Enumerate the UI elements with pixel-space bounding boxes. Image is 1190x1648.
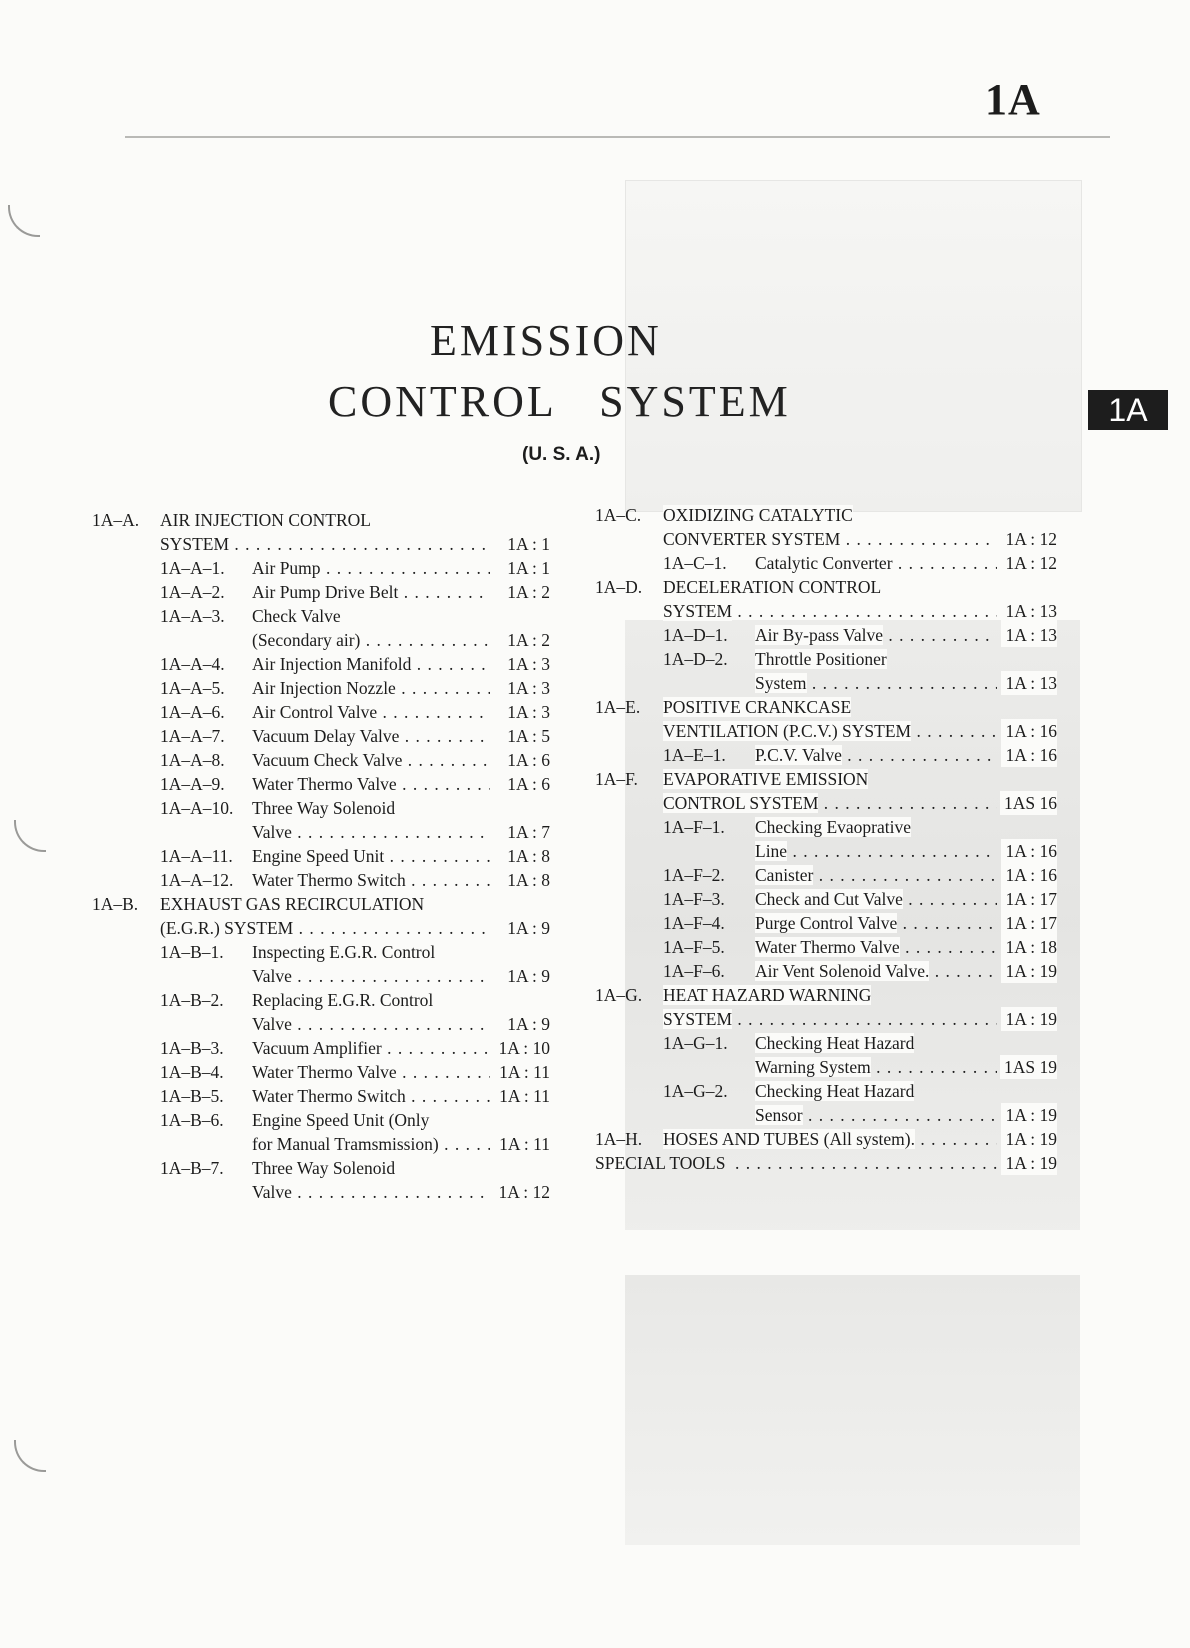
- toc-entry-label-text: Water Thermo Valve: [252, 774, 397, 794]
- toc-entry-label: [160, 532, 490, 556]
- toc-entry-code: 1A–A–3.: [160, 606, 225, 626]
- toc-entry-label: [252, 796, 550, 820]
- toc-entry-page: 1A : 9: [503, 964, 550, 988]
- toc-entry-label: [755, 1031, 1057, 1055]
- toc-entry-label-text: Canister: [755, 865, 814, 885]
- toc-entry-label-text: Water Thermo Switch: [252, 870, 406, 890]
- toc-entry-label-text: SYSTEM: [663, 1009, 733, 1029]
- toc-entry-label-text: Air Control Valve: [252, 702, 378, 722]
- toc-entry-page: 1AS 19: [1000, 1055, 1057, 1079]
- toc-entry-code: 1A–H.: [595, 1129, 643, 1149]
- toc-row[interactable]: [595, 959, 1057, 983]
- toc-entry-label: [252, 700, 490, 724]
- toc-entry-label: [252, 748, 490, 772]
- page-title-line-2: CONTROL SYSTEM: [328, 377, 791, 426]
- toc-leader-dots: [735, 1151, 997, 1175]
- toc-entry-label: [755, 551, 997, 575]
- toc-entry-label-text: Inspecting E.G.R. Control: [252, 942, 436, 962]
- page-title-line-1: EMISSION: [430, 316, 662, 365]
- toc-entry-page: 1A : 18: [1001, 935, 1057, 959]
- toc-entry-code: 1A–A–11.: [160, 846, 233, 866]
- toc-entry-code: 1A–G–1.: [663, 1033, 728, 1053]
- toc-row[interactable]: [595, 575, 1057, 599]
- toc-entry-code: 1A–A–2.: [160, 582, 225, 602]
- toc-entry-code: 1A–B–3.: [160, 1038, 224, 1058]
- toc-entry-label-text: CONTROL SYSTEM: [663, 793, 819, 813]
- toc-entry-label: [663, 1007, 997, 1031]
- toc-entry-code: 1A–B–2.: [160, 990, 224, 1010]
- toc-entry-page: 1AS 16: [1000, 791, 1057, 815]
- toc-entry-code: 1A–F–6.: [663, 961, 725, 981]
- toc-entry-page: 1A : 8: [503, 868, 550, 892]
- toc-entry-label-text: Valve: [252, 822, 292, 842]
- toc-entry-code: 1A–F–4.: [663, 913, 725, 933]
- toc-entry-code: 1A–B.: [92, 894, 139, 914]
- toc-entry-label-text: OXIDIZING CATALYTIC: [663, 505, 853, 525]
- toc-entry-label-text: Engine Speed Unit: [252, 846, 385, 866]
- toc-entry-label: [252, 1180, 490, 1204]
- toc-entry-label-text: Air Injection Manifold: [252, 654, 412, 674]
- toc-entry-page: 1A : 19: [1001, 1127, 1057, 1151]
- toc-entry-code: 1A–F–5.: [663, 937, 725, 957]
- toc-entry-page: 1A : 17: [1001, 887, 1057, 911]
- toc-entry-page: 1A : 10: [494, 1036, 550, 1060]
- toc-row[interactable]: [92, 772, 550, 796]
- toc-row[interactable]: [92, 988, 550, 1012]
- toc-entry-label: [663, 983, 1057, 1007]
- toc-entry-label-text: Valve: [252, 966, 292, 986]
- toc-row[interactable]: [595, 1079, 1057, 1103]
- toc-entry-code: 1A–A–10.: [160, 798, 234, 818]
- toc-entry-label-text: Air Injection Nozzle: [252, 678, 396, 698]
- toc-entry-label: [663, 527, 997, 551]
- toc-entry-label: [252, 868, 490, 892]
- toc-entry-label: [252, 604, 550, 628]
- toc-entry-label-text: Air Vent Solenoid Valve.: [755, 961, 930, 981]
- toc-row[interactable]: [92, 700, 550, 724]
- toc-row[interactable]: [92, 940, 550, 964]
- toc-entry-label: [755, 863, 997, 887]
- toc-entry-label: [755, 959, 997, 983]
- toc-entry-page: 1A : 13: [1001, 623, 1057, 647]
- toc-entry-label: [755, 647, 1057, 671]
- toc-entry-code: 1A–A–4.: [160, 654, 225, 674]
- toc-entry-label: [252, 1156, 550, 1180]
- toc-entry-page: 1A : 6: [503, 772, 550, 796]
- toc-entry-label-text: Water Thermo Switch: [252, 1086, 406, 1106]
- toc-entry-label: [160, 508, 550, 532]
- toc-entry-label: [663, 695, 1057, 719]
- toc-entry-label: [252, 820, 490, 844]
- toc-row[interactable]: [595, 839, 1057, 863]
- toc-row[interactable]: [92, 508, 550, 532]
- toc-entry-label-text: Line: [755, 841, 788, 861]
- toc-row[interactable]: [595, 527, 1057, 551]
- toc-entry-code: 1A–G–2.: [663, 1081, 728, 1101]
- toc-entry-label-text: Water Thermo Valve: [252, 1062, 397, 1082]
- toc-entry-page: 1A : 19: [1001, 959, 1057, 983]
- section-number: 1A: [985, 75, 1041, 124]
- toc-entry-label-text: Warning System: [755, 1057, 871, 1077]
- show-through-photo: [625, 1275, 1080, 1545]
- toc-entry-label: [755, 1079, 1057, 1103]
- toc-entry-label: [252, 1036, 490, 1060]
- toc-row[interactable]: [595, 551, 1057, 575]
- toc-entry-page: 1A : 17: [1001, 911, 1057, 935]
- toc-row[interactable]: [595, 623, 1057, 647]
- toc-row[interactable]: [595, 599, 1057, 623]
- toc-entry-page: 1A : 2: [503, 628, 550, 652]
- toc-entry-page: 1A : 13: [1001, 671, 1057, 695]
- toc-row[interactable]: [92, 1060, 550, 1084]
- toc-entry-label-text: Purge Control Valve: [755, 913, 898, 933]
- toc-entry-page: 1A : 3: [503, 676, 550, 700]
- toc-entry-label: [755, 623, 997, 647]
- toc-entry-label: [160, 892, 550, 916]
- toc-row[interactable]: [92, 820, 550, 844]
- toc-row[interactable]: [595, 671, 1057, 695]
- toc-entry-label-text: Three Way Solenoid: [252, 1158, 396, 1178]
- toc-row[interactable]: [595, 743, 1057, 767]
- toc-entry-page: 1A : 19: [1001, 1151, 1057, 1175]
- toc-entry-code: 1A–F–1.: [663, 817, 725, 837]
- toc-entry-page: 1A : 12: [1001, 527, 1057, 551]
- toc-entry-code: 1A–D–1.: [663, 625, 728, 645]
- toc-entry-label-text: SYSTEM: [663, 601, 733, 621]
- toc-entry-code: 1A–B–1.: [160, 942, 224, 962]
- toc-entry-label-text: SYSTEM: [160, 534, 230, 554]
- toc-row[interactable]: [595, 1103, 1057, 1127]
- toc-entry-label: [252, 940, 550, 964]
- toc-entry-page: 1A : 5: [503, 724, 550, 748]
- toc-entry-code: 1A–E.: [595, 697, 641, 717]
- header-rule: [125, 136, 1110, 138]
- toc-entry-page: 1A : 19: [1001, 1007, 1057, 1031]
- toc-entry-label-text: Air Pump Drive Belt: [252, 582, 399, 602]
- toc-row[interactable]: [595, 911, 1057, 935]
- toc-entry-code: 1A–A–9.: [160, 774, 225, 794]
- toc-entry-page: 1A : 12: [494, 1180, 550, 1204]
- toc-entry-page: 1A : 9: [503, 1012, 550, 1036]
- toc-right-column: [595, 503, 1057, 1175]
- toc-entry-code: 1A–F–3.: [663, 889, 725, 909]
- toc-entry-label: [252, 1012, 490, 1036]
- toc-entry-label: [252, 580, 490, 604]
- toc-row[interactable]: [595, 815, 1057, 839]
- toc-row[interactable]: [92, 748, 550, 772]
- toc-entry-code: 1A–B–5.: [160, 1086, 224, 1106]
- toc-entry-label: [160, 916, 490, 940]
- toc-row[interactable]: [595, 983, 1057, 1007]
- show-through-figure: [625, 180, 1082, 512]
- toc-entry-label: [755, 743, 997, 767]
- toc-entry-label-text: Checking Heat Hazard: [755, 1081, 915, 1101]
- toc-entry-code: 1A–C.: [595, 505, 642, 525]
- toc-row[interactable]: [92, 796, 550, 820]
- toc-entry-code: 1A–A–8.: [160, 750, 225, 770]
- toc-row[interactable]: [92, 1036, 550, 1060]
- toc-entry-label: [755, 911, 997, 935]
- toc-entry-label-text: Engine Speed Unit (Only: [252, 1110, 430, 1130]
- toc-row[interactable]: [92, 1084, 550, 1108]
- toc-row[interactable]: [92, 844, 550, 868]
- toc-entry-code: 1A–A–5.: [160, 678, 225, 698]
- toc-entry-page: 1A : 7: [503, 820, 550, 844]
- toc-entry-page: 1A : 11: [495, 1084, 550, 1108]
- toc-entry-page: 1A : 6: [503, 748, 550, 772]
- toc-row[interactable]: [92, 532, 550, 556]
- toc-entry-label-text: Check and Cut Valve: [755, 889, 903, 909]
- toc-entry-label: [663, 791, 997, 815]
- toc-entry-label: [252, 676, 490, 700]
- toc-entry-code: 1A–D.: [595, 577, 643, 597]
- toc-entry-label: [755, 1103, 997, 1127]
- toc-entry-page: 1A : 3: [503, 652, 550, 676]
- toc-entry-label-text: EVAPORATIVE EMISSION: [663, 769, 869, 789]
- toc-entry-code: 1A–B–4.: [160, 1062, 224, 1082]
- toc-entry-label: [252, 724, 490, 748]
- toc-entry-label: [663, 575, 1057, 599]
- toc-entry-code: 1A–D–2.: [663, 649, 728, 669]
- binding-hole-mark: [14, 820, 46, 852]
- toc-entry-label: [755, 671, 997, 695]
- toc-entry-label-text: Three Way Solenoid: [252, 798, 396, 818]
- binding-hole-mark: [8, 205, 40, 237]
- toc-entry-page: 1A : 9: [503, 916, 550, 940]
- toc-entry-label-text: Checking Heat Hazard: [755, 1033, 915, 1053]
- toc-entry-code: 1A–F–2.: [663, 865, 725, 885]
- toc-row[interactable]: [595, 1031, 1057, 1055]
- toc-entry-label-text: Vacuum Amplifier: [252, 1038, 382, 1058]
- toc-entry-label: [252, 964, 490, 988]
- toc-row[interactable]: [595, 695, 1057, 719]
- toc-entry-label-text: Water Thermo Valve: [755, 937, 900, 957]
- toc-entry-label-text: DECELERATION CONTROL: [663, 577, 882, 597]
- toc-entry-label-text: VENTILATION (P.C.V.) SYSTEM: [663, 721, 912, 741]
- toc-entry-page: 1A : 16: [1001, 743, 1057, 767]
- toc-entry-code: 1A–A–12.: [160, 870, 234, 890]
- toc-row[interactable]: [595, 503, 1057, 527]
- toc-entry-code: 1A–E–1.: [663, 745, 726, 765]
- toc-entry-label: [755, 1055, 997, 1079]
- toc-row[interactable]: [595, 1151, 1057, 1175]
- toc-entry-label-text: Sensor: [755, 1105, 803, 1125]
- toc-entry-label: [252, 1132, 490, 1156]
- toc-row[interactable]: [595, 935, 1057, 959]
- toc-entry-label-text: CONVERTER SYSTEM: [663, 529, 841, 549]
- toc-row[interactable]: [92, 1180, 550, 1204]
- toc-entry-label: [755, 815, 1057, 839]
- toc-row[interactable]: [92, 1156, 550, 1180]
- toc-row[interactable]: [595, 647, 1057, 671]
- toc-row[interactable]: [92, 724, 550, 748]
- toc-row[interactable]: [92, 1012, 550, 1036]
- toc-entry-label: [252, 652, 490, 676]
- toc-entry-label-text: (E.G.R.) SYSTEM: [160, 918, 294, 938]
- toc-entry-label: [252, 628, 490, 652]
- toc-row[interactable]: [92, 676, 550, 700]
- toc-entry-page: 1A : 1: [503, 556, 550, 580]
- section-tab[interactable]: 1A: [1088, 390, 1168, 430]
- toc-row[interactable]: [595, 887, 1057, 911]
- toc-entry-page: 1A : 3: [503, 700, 550, 724]
- toc-row[interactable]: [595, 767, 1057, 791]
- toc-entry-label-text: System: [755, 673, 807, 693]
- toc-left-column: [92, 508, 550, 1204]
- toc-entry-label: [755, 887, 997, 911]
- binding-hole-mark: [14, 1440, 46, 1472]
- toc-entry-label: [252, 844, 490, 868]
- toc-entry-label-text: Vacuum Check Valve: [252, 750, 403, 770]
- toc-entry-label: [252, 1084, 490, 1108]
- toc-entry-label-text: AIR INJECTION CONTROL: [160, 510, 371, 530]
- toc-entry-label: [663, 1127, 997, 1151]
- toc-entry-label: [755, 839, 997, 863]
- toc-entry-label-text: for Manual Tramsmission): [252, 1134, 439, 1154]
- toc-entry-label-text: Valve: [252, 1182, 292, 1202]
- toc-row[interactable]: [92, 556, 550, 580]
- toc-entry-code: 1A–B–6.: [160, 1110, 224, 1130]
- toc-entry-page: 1A : 13: [1001, 599, 1057, 623]
- page-subtitle: (U. S. A.): [522, 444, 601, 465]
- toc-entry-code: 1A–F.: [595, 769, 638, 789]
- toc-entry-page: 1A : 16: [1001, 839, 1057, 863]
- toc-entry-page: 1A : 16: [1001, 863, 1057, 887]
- toc-row[interactable]: [92, 652, 550, 676]
- toc-entry-label: [252, 1108, 550, 1132]
- toc-entry-code: 1A–A.: [92, 510, 140, 530]
- toc-entry-label-text: HEAT HAZARD WARNING: [663, 985, 872, 1005]
- toc-row[interactable]: [92, 964, 550, 988]
- toc-entry-page: 1A : 2: [503, 580, 550, 604]
- toc-row[interactable]: [595, 719, 1057, 743]
- toc-entry-code: 1A–C–1.: [663, 553, 727, 573]
- toc-row[interactable]: [595, 1055, 1057, 1079]
- toc-row[interactable]: [595, 1007, 1057, 1031]
- toc-entry-code: 1A–B–7.: [160, 1158, 224, 1178]
- toc-entry-label: [755, 935, 997, 959]
- toc-entry-code: SPECIAL TOOLS: [595, 1153, 726, 1173]
- toc-entry-label: [663, 719, 997, 743]
- toc-entry-label-text: Checking Evaoprative: [755, 817, 911, 837]
- toc-entry-label: [663, 599, 997, 623]
- toc-entry-label-text: Valve: [252, 1014, 292, 1034]
- toc-entry-label-text: Check Valve: [252, 606, 341, 626]
- toc-entry-label-text: Catalytic Converter: [755, 553, 893, 573]
- toc-entry-label: [252, 556, 490, 580]
- toc-row[interactable]: [595, 1127, 1057, 1151]
- toc-entry-page: 1A : 11: [495, 1132, 550, 1156]
- toc-entry-label-text: Replacing E.G.R. Control: [252, 990, 434, 1010]
- toc-entry-page: 1A : 19: [1001, 1103, 1057, 1127]
- toc-entry-label-text: EXHAUST GAS RECIRCULATION: [160, 894, 425, 914]
- toc-entry-code: 1A–A–7.: [160, 726, 225, 746]
- toc-entry-page: 1A : 11: [495, 1060, 550, 1084]
- toc-entry-code: 1A–A–6.: [160, 702, 225, 722]
- toc-row[interactable]: [92, 628, 550, 652]
- toc-row[interactable]: [92, 1108, 550, 1132]
- toc-entry-label: [663, 767, 1057, 791]
- toc-entry-label-text: Air By-pass Valve: [755, 625, 883, 645]
- toc-row[interactable]: [595, 863, 1057, 887]
- toc-entry-page: 1A : 8: [503, 844, 550, 868]
- toc-row[interactable]: [92, 1132, 550, 1156]
- toc-row[interactable]: [92, 604, 550, 628]
- toc-entry-label-text: Vacuum Delay Valve: [252, 726, 400, 746]
- toc-entry-page: 1A : 12: [1001, 551, 1057, 575]
- toc-entry-code: 1A–G.: [595, 985, 643, 1005]
- toc-entry-page: 1A : 16: [1001, 719, 1057, 743]
- toc-entry-label-text: Air Pump: [252, 558, 321, 578]
- toc-entry-label: [252, 988, 550, 1012]
- toc-entry-label-text: P.C.V. Valve: [755, 745, 842, 765]
- toc-row[interactable]: [92, 580, 550, 604]
- toc-entry-label: [663, 503, 1057, 527]
- toc-entry-label-text: (Secondary air): [252, 630, 361, 650]
- toc-entry-code: 1A–A–1.: [160, 558, 225, 578]
- toc-entry-label-text: Throttle Positioner: [755, 649, 887, 669]
- toc-entry-label: [252, 772, 490, 796]
- toc-entry-label: [252, 1060, 490, 1084]
- toc-row[interactable]: [595, 791, 1057, 815]
- toc-entry-label-text: HOSES AND TUBES (All system).: [663, 1129, 915, 1149]
- toc-entry-label-text: POSITIVE CRANKCASE: [663, 697, 852, 717]
- toc-row[interactable]: [92, 916, 550, 940]
- toc-row[interactable]: [92, 892, 550, 916]
- toc-entry-page: 1A : 1: [503, 532, 550, 556]
- toc-row[interactable]: [92, 868, 550, 892]
